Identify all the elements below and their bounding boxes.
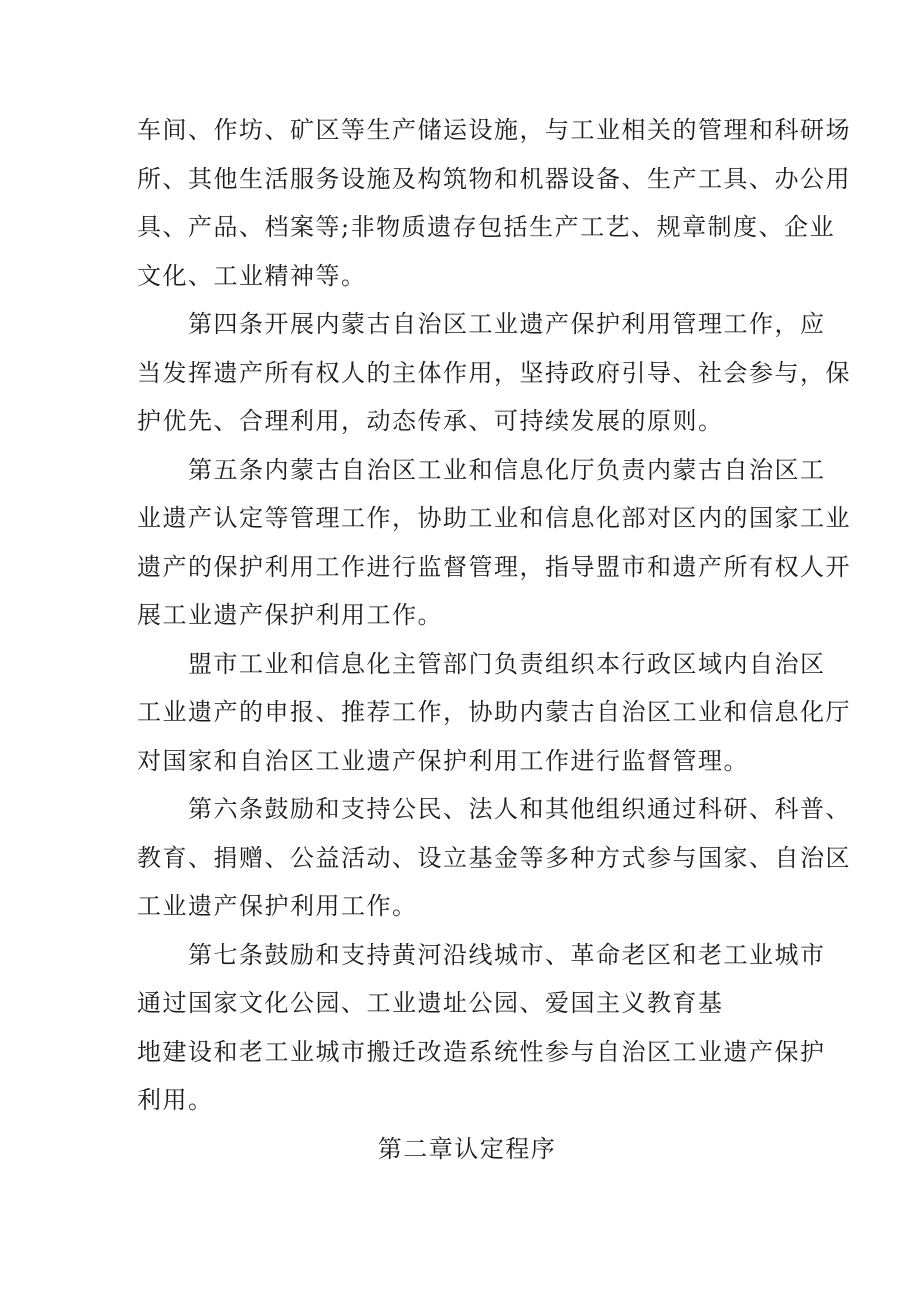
text-line: 展工业遗产保护利用工作。: [137, 601, 443, 629]
paragraph-article-4: [137, 300, 851, 446]
text-line: 通过国家文化公园、工业遗址公园、爱国主义教育基: [137, 989, 724, 1017]
paragraph-article-7: [137, 931, 826, 1125]
text-line: 所、其他生活服务设施及构筑物和机器设备、生产工具、办公用: [137, 164, 851, 193]
text-line: 教育、捐赠、公益活动、设立基金等多种方式参与国家、自治区: [137, 843, 851, 872]
paragraph-article-5: [137, 446, 851, 640]
paragraph-continuation: [137, 106, 851, 300]
text-line: 利用。: [137, 1086, 214, 1114]
paragraph-article-6: [137, 785, 851, 931]
text-line: 遗产的保护利用工作进行监督管理，指导盟市和遗产所有权人开: [137, 552, 851, 581]
text-line: 工业遗产保护利用工作。: [137, 892, 418, 920]
text-line: 护优先、合理利用，动态传承、可持续发展的原则。: [137, 407, 724, 435]
text-line: 盟市工业和信息化主管部门负责组织本行政区域内自治区: [188, 649, 826, 678]
text-line: 第六条鼓励和支持公民、法人和其他组织通过科研、科普、: [188, 795, 851, 823]
text-line: 第四条开展内蒙古自治区工业遗产保护利用管理工作，应: [188, 310, 826, 338]
chapter-heading: 第二章认定程序: [377, 1134, 557, 1163]
text-line: 当发挥遗产所有权人的主体作用，坚持政府引导、社会参与，保: [137, 358, 851, 387]
text-line: 工业遗产的申报、推荐工作，协助内蒙古自治区工业和信息化厅: [137, 698, 851, 726]
text-line: 业遗产认定等管理工作，协助工业和信息化部对区内的国家工业: [137, 504, 851, 532]
text-line: 第七条鼓励和支持黄河沿线城市、革命老区和老工业城市: [188, 940, 826, 969]
document-body: [137, 106, 851, 1173]
text-line: 地建设和老工业城市搬迁改造系统性参与自治区工业遗产保护: [137, 1037, 826, 1066]
text-line: 车间、作坊、矿区等生产储运设施，与工业相关的管理和科研场: [137, 116, 851, 144]
text-line: 第五条内蒙古自治区工业和信息化厅负责内蒙古自治区工: [188, 455, 826, 484]
paragraph-league-city: [137, 640, 851, 786]
text-line: 对国家和自治区工业遗产保护利用工作进行监督管理。: [137, 746, 749, 775]
text-line: 具、产品、档案等;非物质遗存包括生产工艺、规章制度、企业: [137, 213, 836, 241]
text-line: 文化、工业精神等。: [137, 261, 367, 290]
